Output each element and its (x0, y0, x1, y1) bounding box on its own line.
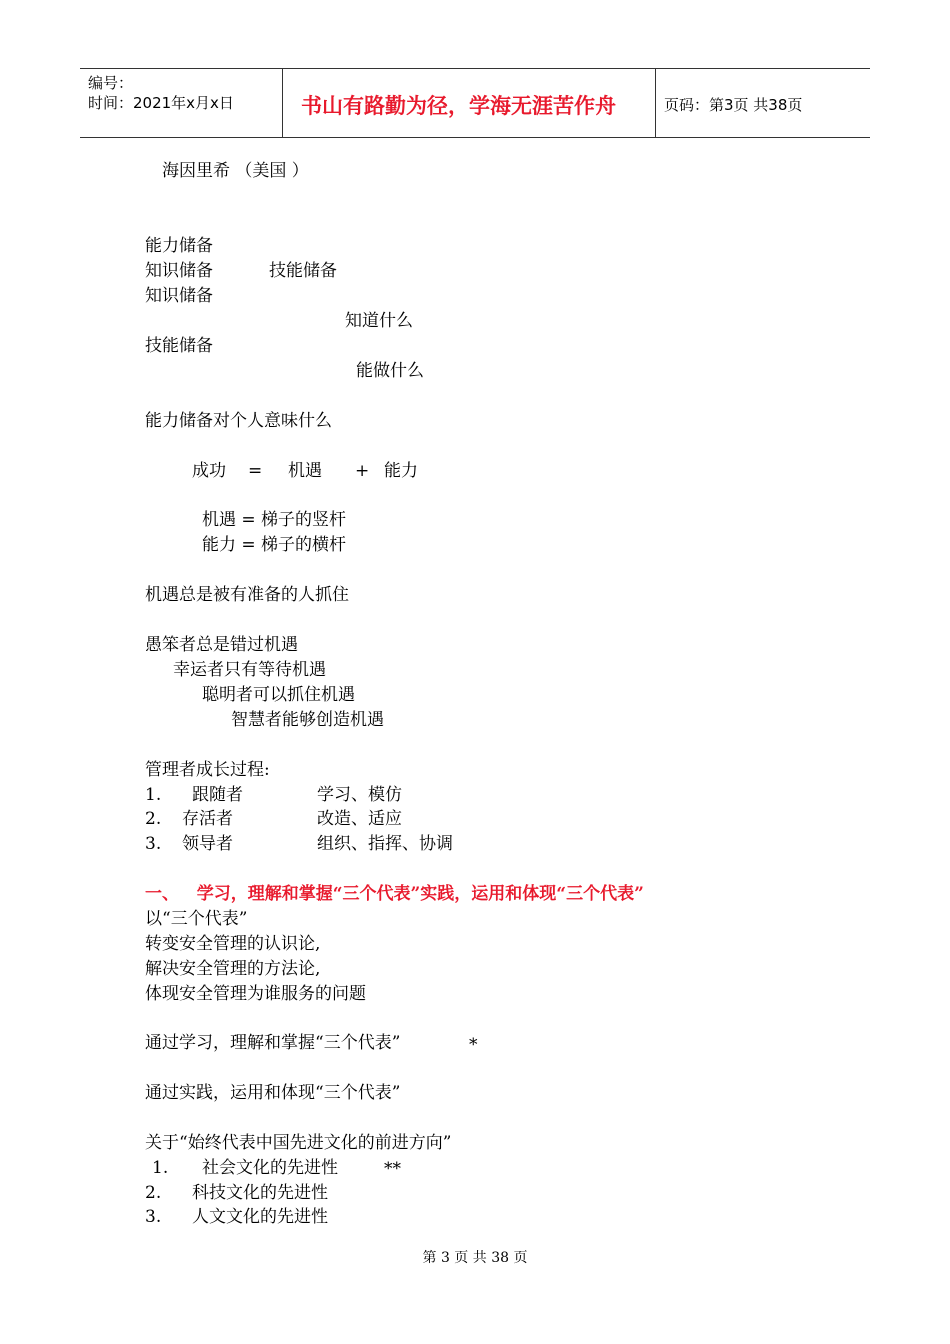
paragraph-line: 解决安全管理的方法论, (145, 959, 321, 979)
meaning-question: 能力储备对个人意味什么 (145, 411, 332, 431)
paragraph-line: 体现安全管理为谁服务的问题 (145, 984, 366, 1004)
prepared-line: 机遇总是被有准备的人抓住 (145, 585, 349, 605)
knowledge-label: 知识储备 (145, 261, 213, 281)
skill-label: 技能储备 (269, 261, 337, 281)
stage-role: 领导者 (182, 834, 233, 854)
culture-heading: 关于“始终代表中国先进文化的前进方向” (145, 1133, 452, 1153)
formula-plus: + (355, 461, 370, 481)
paragraph-line: 以“三个代表” (145, 909, 248, 929)
smart-line: 聪明者可以抓住机遇 (202, 685, 355, 705)
stage-num: 2. (145, 809, 162, 829)
stage-action: 改造、适应 (317, 809, 402, 829)
culture-num: 3. (145, 1207, 162, 1227)
knowledge-label-2: 知识储备 (145, 286, 213, 306)
asterisk-mark: * (469, 1035, 478, 1055)
skill-label-2: 技能储备 (145, 336, 213, 356)
author-line: 海因里希 （美国 ） (162, 161, 309, 181)
stage-num: 1. (145, 785, 162, 805)
culture-item: 科技文化的先进性 (192, 1183, 328, 1203)
fool-line: 愚笨者总是错过机遇 (145, 635, 298, 655)
section-heading: 一、 学习，理解和掌握“三个代表”实践，运用和体现“三个代表” (145, 884, 644, 904)
time-label: 时间：2021年x月x日 (88, 94, 234, 112)
formula-ability: 能力 (384, 461, 418, 481)
wise-line: 智慧者能够创造机遇 (231, 710, 384, 730)
can-do-text: 能做什么 (356, 361, 424, 381)
culture-item: 人文文化的先进性 (192, 1207, 328, 1227)
header-motto-cell (283, 69, 656, 137)
process-title: 管理者成长过程: (145, 760, 270, 780)
culture-mark: ** (384, 1159, 401, 1179)
page-header (80, 68, 870, 138)
ladder-line-1: 机遇 = 梯子的竖杆 (202, 510, 347, 530)
page-info: 页码：第3页 共38页 (664, 96, 803, 114)
header-meta-cell (80, 69, 283, 137)
culture-item: 社会文化的先进性 (202, 1158, 338, 1178)
formula-success: 成功 (192, 461, 226, 481)
stage-action: 组织、指挥、协调 (317, 834, 453, 854)
stage-role: 跟随者 (192, 785, 243, 805)
culture-num: 1. (152, 1158, 169, 1178)
number-label: 编号： (88, 74, 134, 92)
know-what-text: 知道什么 (345, 311, 413, 331)
motto: 书山有路勤为径，学海无涯苦作舟 (301, 94, 616, 118)
study-line: 通过学习，理解和掌握“三个代表” (145, 1033, 401, 1053)
ability-title: 能力储备 (145, 236, 213, 256)
practice-line: 通过实践，运用和体现“三个代表” (145, 1083, 401, 1103)
culture-num: 2. (145, 1183, 162, 1203)
lucky-line: 幸运者只有等待机遇 (173, 660, 326, 680)
stage-action: 学习、模仿 (317, 785, 402, 805)
stage-num: 3. (145, 834, 162, 854)
stage-role: 存活者 (182, 809, 233, 829)
formula-equals: = (248, 461, 263, 481)
formula-opportunity: 机遇 (288, 461, 322, 481)
page-footer: 第 3 页 共 38 页 (422, 1250, 528, 1266)
paragraph-line: 转变安全管理的认识论, (145, 934, 321, 954)
ladder-line-2: 能力 = 梯子的横杆 (202, 535, 347, 555)
header-page-cell (656, 69, 870, 137)
